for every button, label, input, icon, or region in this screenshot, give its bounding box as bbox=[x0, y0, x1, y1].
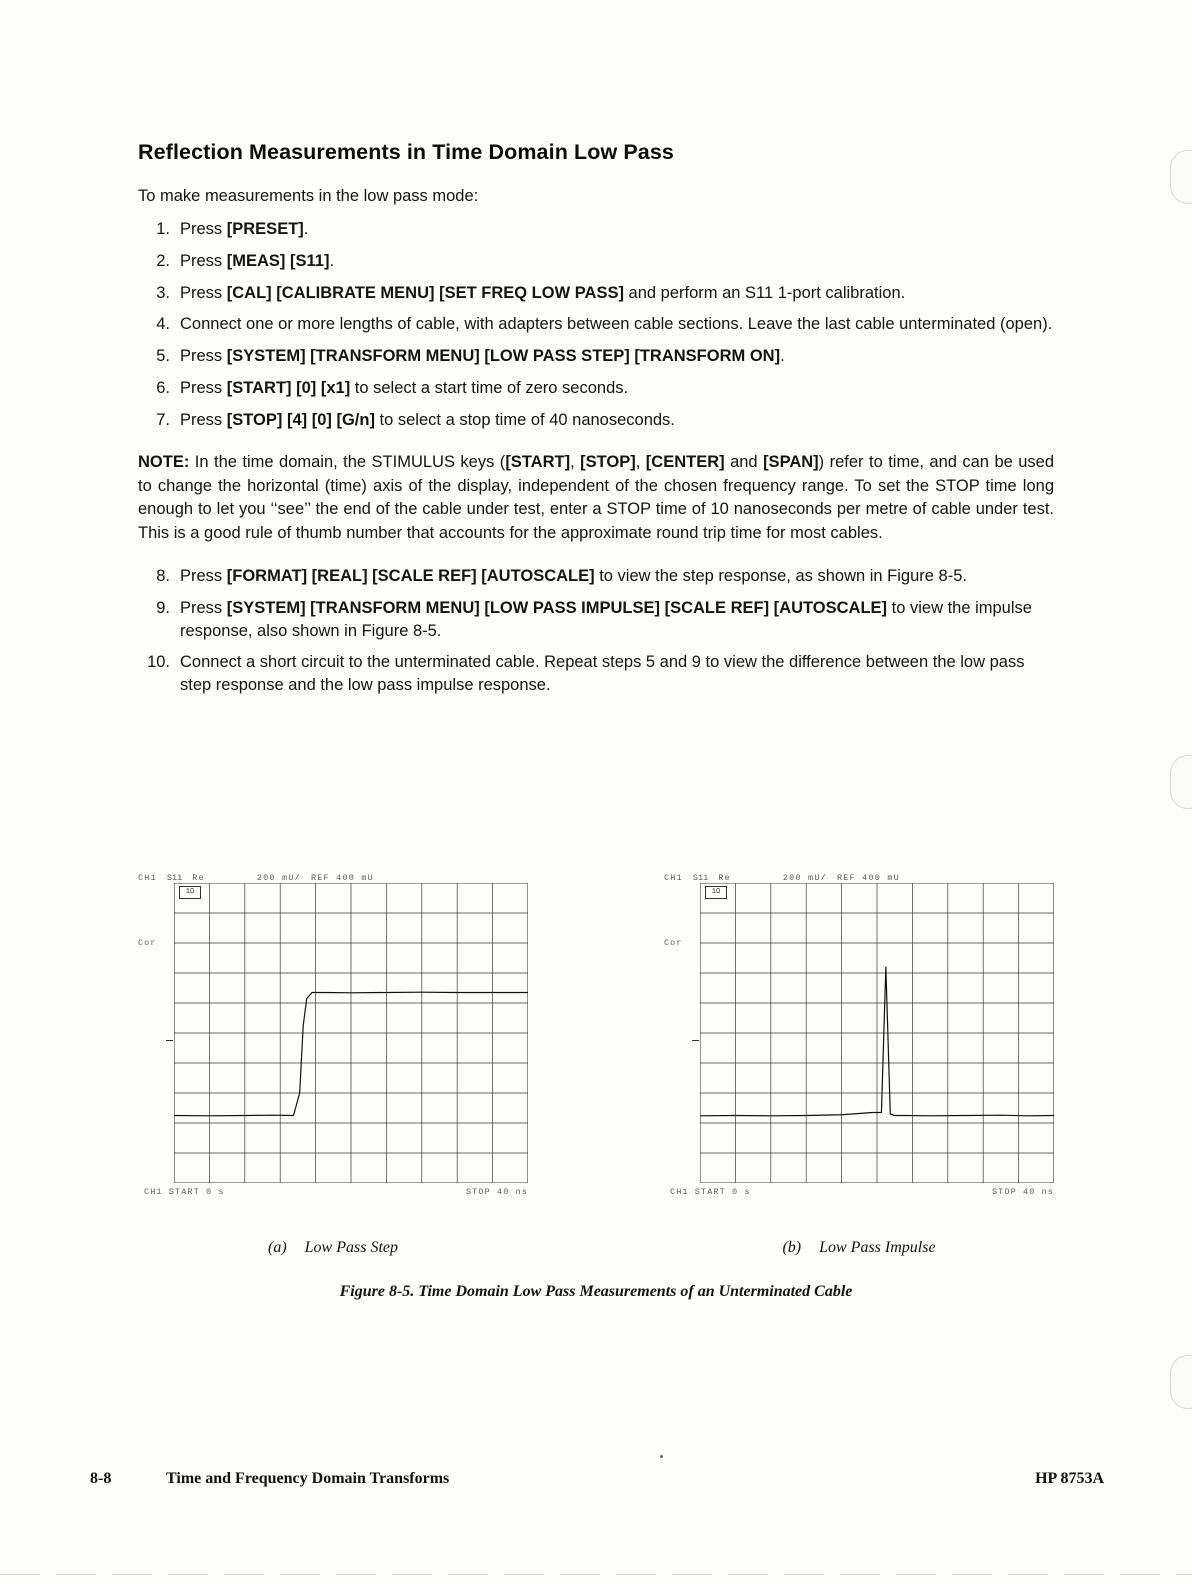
chart-a-footer bbox=[138, 1187, 528, 1197]
binder-hole-icon bbox=[1170, 755, 1192, 809]
figure-low-pass-step bbox=[138, 870, 528, 1197]
binder-hole-icon bbox=[1170, 150, 1192, 204]
chart-b-svg bbox=[700, 883, 1054, 1183]
step-number: 2. bbox=[156, 251, 170, 270]
footer-page-number: 8-8 bbox=[90, 1470, 112, 1487]
chart-b-cor-label: Cor bbox=[664, 938, 683, 948]
chart-b-stop-label: STOP 40 ns bbox=[991, 1187, 1054, 1197]
chart-b-reference: REF 400 mU bbox=[836, 873, 900, 883]
chart-b-channel: CH1 bbox=[664, 873, 683, 883]
caption-b-text: Low Pass Impulse bbox=[819, 1239, 936, 1256]
footer-section-title: Time and Frequency Domain Transforms bbox=[166, 1470, 450, 1487]
chart-b-scale: 200 mU/ bbox=[782, 873, 827, 883]
step-text: Connect a short circuit to the unterminated cable. Repeat steps 5 and 9 to view the difference between the low pass step response and the low pass impulse response. bbox=[180, 653, 1025, 695]
chart-a-reference: REF 400 mU bbox=[310, 873, 374, 883]
chart-b-reference-tick-icon bbox=[692, 1040, 699, 1041]
figure-low-pass-impulse bbox=[664, 870, 1054, 1197]
page-edge-artifact bbox=[0, 1574, 1192, 1575]
chart-a-cor-label: Cor bbox=[138, 938, 157, 948]
step-text: Connect one or more lengths of cable, with adapters between cable sections. Leave the last cable unterminated (open). bbox=[180, 315, 1053, 334]
chart-b-parameter: S11 bbox=[692, 873, 709, 883]
figure-title: Figure 8-5. Time Domain Low Pass Measurements of an Unterminated Cable bbox=[339, 1283, 853, 1300]
note-label: NOTE: bbox=[138, 453, 190, 472]
step-number: 4. bbox=[156, 315, 170, 334]
procedure-step-item bbox=[138, 377, 1054, 400]
step-number: 3. bbox=[156, 283, 170, 302]
chart-a-scale: 200 mU/ bbox=[256, 873, 301, 883]
chart-b-left-annotations bbox=[664, 883, 700, 1183]
note-text: In the time domain, the STIMULUS keys ([START], [STOP], [CENTER] and [SPAN]) refer to time, and can be used to change the horizontal (time) axis of the display, independent of the chosen frequency range. To set the STOP time long enough to let you ‘‘see’’ the end of the cable under test, enter a STOP time of 10 nanoseconds per metre of cable under test. This is a good rule of thumb number that accounts for the approximate round trip time for most cables. bbox=[138, 453, 1055, 542]
note-paragraph bbox=[138, 451, 1054, 545]
procedure-steps-part-1 bbox=[138, 218, 1054, 431]
intro-paragraph: To make measurements in the low pass mode: bbox=[138, 187, 479, 205]
page-title: Reflection Measurements in Time Domain Low Pass bbox=[138, 140, 674, 164]
chart-a-left-annotations bbox=[138, 883, 174, 1183]
figure-subcaptions bbox=[138, 1239, 1054, 1257]
chart-b-plot-area bbox=[700, 883, 1054, 1183]
procedure-step-item bbox=[138, 218, 1054, 241]
caption-b-label: (b) bbox=[782, 1239, 802, 1256]
step-text: Press [FORMAT] [REAL] [SCALE REF] [AUTOSCALE] to view the step response, as shown in Figure 8-5. bbox=[180, 567, 967, 586]
procedure-step-item bbox=[138, 597, 1054, 643]
chart-a-reference-tick-icon bbox=[166, 1040, 173, 1041]
chart-a-xlabel: CH1 START 0 s bbox=[144, 1187, 225, 1197]
step-text: Press [START] [0] [x1] to select a start time of zero seconds. bbox=[180, 378, 629, 397]
procedure-step-item bbox=[138, 250, 1054, 273]
step-text: Press [MEAS] [S11]. bbox=[180, 251, 335, 270]
document-body bbox=[138, 140, 1054, 706]
procedure-step-item bbox=[138, 409, 1054, 432]
chart-b-marker-label: 1Ω bbox=[705, 886, 727, 899]
chart-a-svg bbox=[174, 883, 528, 1183]
procedure-step-item bbox=[138, 282, 1054, 305]
procedure-step-item bbox=[138, 565, 1054, 588]
chart-header-b bbox=[664, 870, 1054, 883]
step-text: Press [PRESET]. bbox=[180, 220, 309, 238]
step-number: 5. bbox=[156, 347, 170, 366]
step-number: 9. bbox=[156, 598, 170, 617]
chart-a-format: Re bbox=[192, 873, 205, 883]
figure-block bbox=[138, 870, 1054, 1301]
step-number: 1. bbox=[156, 220, 170, 238]
procedure-steps-part-2 bbox=[138, 565, 1054, 697]
page-footer bbox=[90, 1470, 1104, 1488]
chart-header-a bbox=[138, 870, 528, 883]
step-number: 8. bbox=[156, 567, 170, 586]
chart-b-footer bbox=[664, 1187, 1054, 1197]
chart-a-stop-label: STOP 40 ns bbox=[465, 1187, 528, 1197]
step-text: Press [STOP] [4] [0] [G/n] to select a stop time of 40 nanoseconds. bbox=[180, 410, 675, 429]
binder-hole-icon bbox=[1170, 1355, 1192, 1409]
step-text: Press [CAL] [CALIBRATE MENU] [SET FREQ LOW PASS] and perform an S11 1-port calibration. bbox=[180, 283, 906, 302]
chart-b-format: Re bbox=[718, 873, 731, 883]
chart-a-parameter: S11 bbox=[166, 873, 183, 883]
step-text: Press [SYSTEM] [TRANSFORM MENU] [LOW PASS IMPULSE] [SCALE REF] [AUTOSCALE] to view the impulse response, also shown in Figure 8-5. bbox=[180, 598, 1032, 640]
caption-a-text: Low Pass Step bbox=[304, 1239, 398, 1256]
step-number: 7. bbox=[156, 410, 170, 429]
footer-model: HP 8753A bbox=[1035, 1470, 1104, 1487]
chart-a-marker-label: 1Ω bbox=[179, 886, 201, 899]
step-text: Press [SYSTEM] [TRANSFORM MENU] [LOW PASS STEP] [TRANSFORM ON]. bbox=[180, 347, 785, 366]
chart-a-channel: CH1 bbox=[138, 873, 157, 883]
chart-b-xlabel: CH1 START 0 s bbox=[670, 1187, 751, 1197]
procedure-step-item bbox=[138, 345, 1054, 368]
chart-a-plot-area bbox=[174, 883, 528, 1183]
procedure-step-item bbox=[138, 313, 1054, 336]
step-number: 10. bbox=[147, 653, 170, 672]
step-number: 6. bbox=[156, 378, 170, 397]
scan-speck bbox=[660, 1455, 663, 1458]
procedure-step-item bbox=[138, 651, 1054, 697]
caption-a-label: (a) bbox=[268, 1239, 287, 1256]
